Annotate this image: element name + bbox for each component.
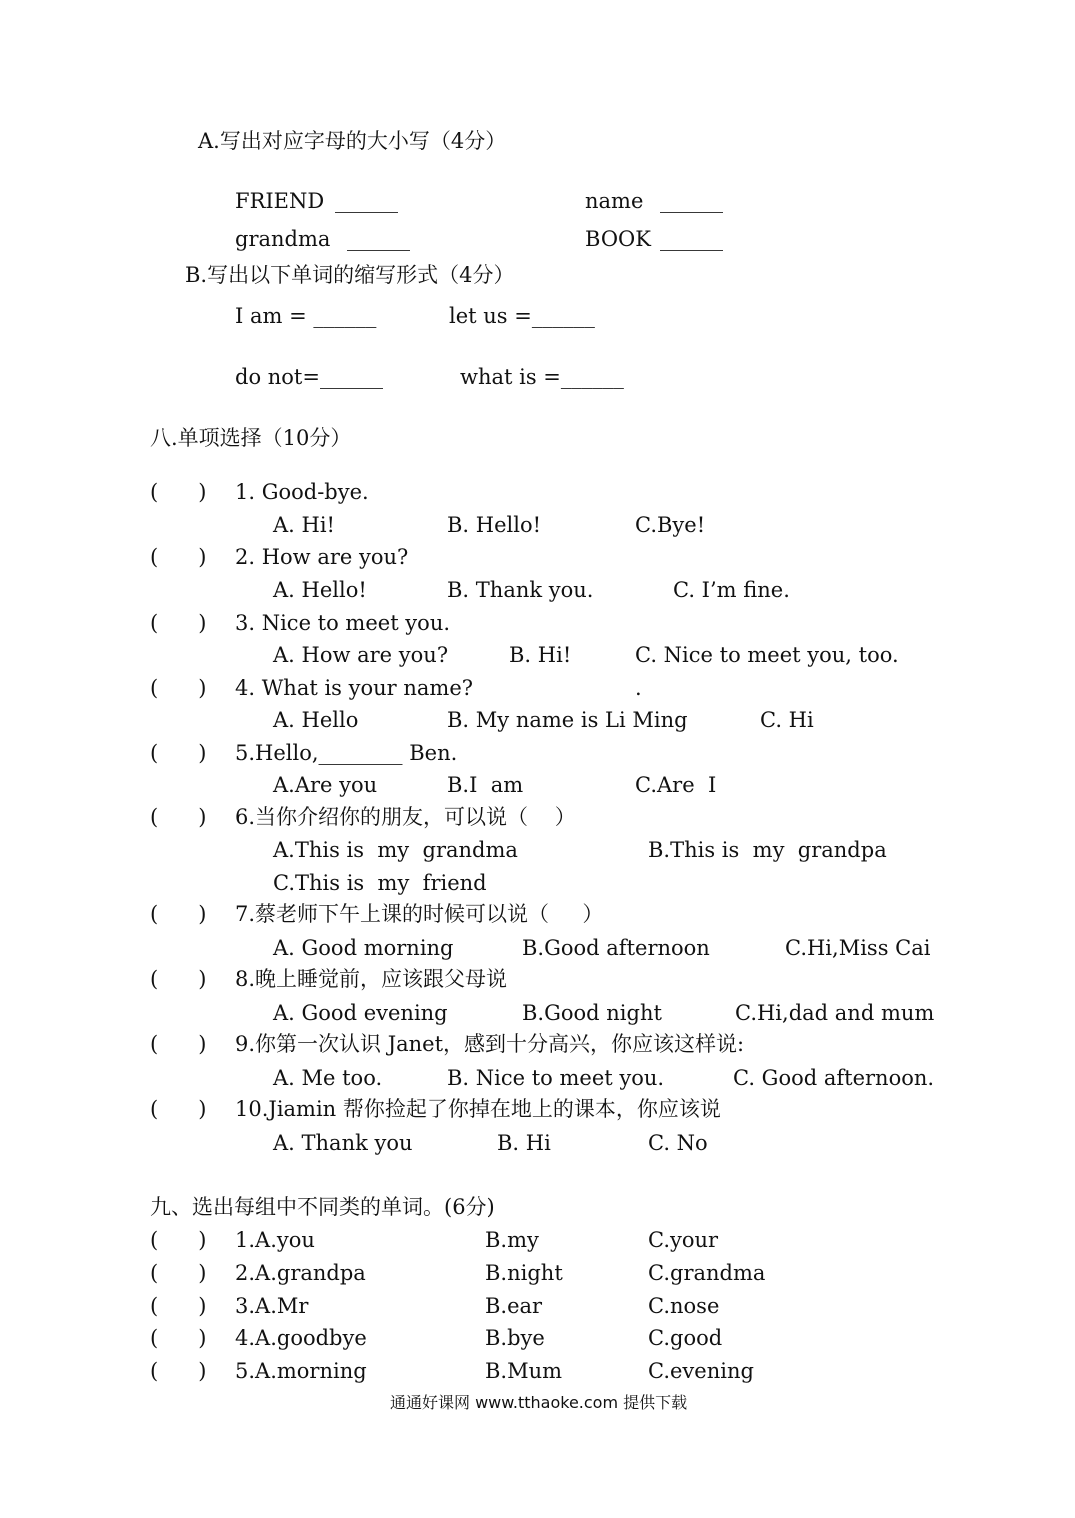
option-b: B. Thank you. (447, 578, 594, 602)
option-b: B.my (485, 1228, 539, 1252)
option-b: B.night (485, 1261, 563, 1285)
section-8-title: 八.单项选择（10分） (150, 426, 352, 450)
answer-paren[interactable]: ( ) (150, 902, 207, 926)
option-b: B. Hello! (447, 513, 542, 537)
option-a: 1.A.you (235, 1228, 315, 1252)
answer-paren[interactable]: ( ) (150, 1097, 207, 1121)
option-a: A. Hello! (273, 578, 367, 602)
abbr-let-us[interactable]: let us =______ (449, 304, 595, 328)
option-b: B.Mum (485, 1359, 563, 1383)
option-b: B. Nice to meet you. (447, 1066, 665, 1090)
option-c: C.good (648, 1326, 723, 1350)
answer-blank-friend[interactable]: ______ (335, 189, 398, 213)
answer-blank-name[interactable]: ______ (660, 189, 723, 213)
answer-blank-grandma[interactable]: ______ (347, 227, 410, 251)
option-b: B.Good afternoon (522, 936, 710, 960)
answer-paren[interactable]: ( ) (150, 545, 207, 569)
answer-blank-book[interactable]: ______ (660, 227, 723, 251)
question-dot: . (635, 676, 642, 700)
answer-paren[interactable]: ( ) (150, 1261, 207, 1285)
option-c: C.Hi,dad and mum (735, 1001, 935, 1025)
option-a: A.This is my grandma (273, 838, 518, 862)
question-text: 4. What is your name? (235, 676, 474, 700)
answer-paren[interactable]: ( ) (150, 1326, 207, 1350)
option-a: A. Good evening (273, 1001, 448, 1025)
question-text: 10.Jiamin 帮你捡起了你掉在地上的课本，你应该说 (235, 1097, 721, 1121)
footer-watermark: 通通好课网 www.tthaoke.com 提供下载 (390, 1393, 688, 1412)
question-text: 8.晚上睡觉前，应该跟父母说 (235, 967, 508, 991)
option-b: B. My name is Li Ming (447, 708, 688, 732)
word-grandma: grandma (235, 227, 331, 251)
option-a: A. Hi! (273, 513, 335, 537)
answer-paren[interactable]: ( ) (150, 967, 207, 991)
option-c: C.your (648, 1228, 719, 1252)
option-a: A. How are you? (273, 643, 449, 667)
option-c: C. I’m fine. (673, 578, 790, 602)
option-b: B.I am (447, 773, 524, 797)
section-9-title: 九、选出每组中不同类的单词。(6分) (150, 1195, 495, 1219)
question-text: 1. Good-bye. (235, 480, 369, 504)
abbr-what-is[interactable]: what is =______ (460, 365, 624, 389)
option-a: A. Good morning (273, 936, 454, 960)
option-b: B.bye (485, 1326, 545, 1350)
option-a: A. Thank you (273, 1131, 413, 1155)
option-a: 2.A.grandpa (235, 1261, 366, 1285)
option-b: B. Hi (497, 1131, 551, 1155)
option-c: C. Hi (760, 708, 814, 732)
question-text: 5.Hello,________ Ben. (235, 741, 458, 765)
option-a: A.Are you (273, 773, 378, 797)
option-b: B.This is my grandpa (648, 838, 887, 862)
answer-paren[interactable]: ( ) (150, 676, 207, 700)
option-c: C.Hi,Miss Cai (785, 936, 931, 960)
option-c: C. Nice to meet you, too. (635, 643, 899, 667)
option-a: 3.A.Mr (235, 1294, 309, 1318)
answer-paren[interactable]: ( ) (150, 805, 207, 829)
answer-paren[interactable]: ( ) (150, 1032, 207, 1056)
option-c: C.grandma (648, 1261, 766, 1285)
option-c: C. No (648, 1131, 708, 1155)
answer-paren[interactable]: ( ) (150, 741, 207, 765)
answer-paren[interactable]: ( ) (150, 1294, 207, 1318)
answer-paren[interactable]: ( ) (150, 1359, 207, 1383)
word-friend: FRIEND (235, 189, 325, 213)
option-a: 5.A.morning (235, 1359, 367, 1383)
word-book: BOOK (585, 227, 651, 251)
option-b: B.Good night (522, 1001, 662, 1025)
option-c: C.Bye! (635, 513, 706, 537)
option-c: C.This is my friend (273, 871, 487, 895)
option-a: A. Me too. (273, 1066, 383, 1090)
answer-paren[interactable]: ( ) (150, 1228, 207, 1252)
option-b: B.ear (485, 1294, 543, 1318)
question-text: 2. How are you? (235, 545, 409, 569)
option-c: C.Are I (635, 773, 717, 797)
option-a: 4.A.goodbye (235, 1326, 367, 1350)
answer-paren[interactable]: ( ) (150, 611, 207, 635)
option-c: C. Good afternoon. (733, 1066, 935, 1090)
question-text: 6.当你介绍你的朋友，可以说（ ） (235, 805, 576, 829)
word-name: name (585, 189, 644, 213)
section-b-title: B.写出以下单词的缩写形式（4分） (185, 263, 515, 287)
option-a: A. Hello (273, 708, 359, 732)
abbr-do-not[interactable]: do not=______ (235, 365, 383, 389)
option-c: C.nose (648, 1294, 720, 1318)
option-c: C.evening (648, 1359, 754, 1383)
option-b: B. Hi! (509, 643, 572, 667)
abbr-i-am[interactable]: I am = ______ (235, 304, 377, 328)
section-a-title: A.写出对应字母的大小写（4分） (198, 129, 507, 153)
question-text: 3. Nice to meet you. (235, 611, 451, 635)
question-text: 9.你第一次认识 Janet，感到十分高兴，你应该这样说: (235, 1032, 745, 1056)
question-text: 7.蔡老师下午上课的时候可以说（ ） (235, 902, 604, 926)
answer-paren[interactable]: ( ) (150, 480, 207, 504)
